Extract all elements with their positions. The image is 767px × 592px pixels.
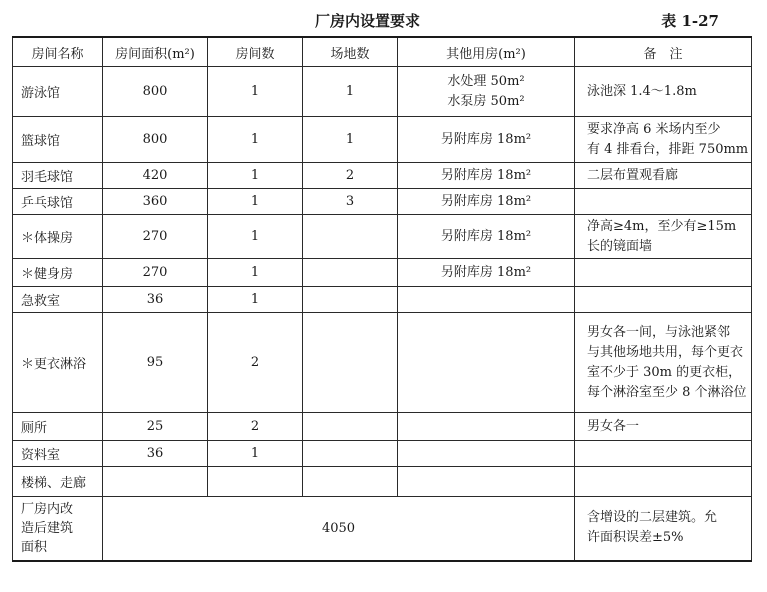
table-row	[13, 163, 752, 189]
table-row	[13, 413, 752, 441]
table-number: 表 1-27	[661, 12, 719, 30]
rows.8.note-line: 男女各一	[587, 418, 640, 434]
cell-count: 1	[208, 259, 303, 287]
rows.0.note-line: 泳池深 1.4～1.8m	[587, 83, 697, 99]
cell-count: 1	[208, 117, 303, 163]
cell-venues	[303, 259, 398, 287]
cell-count: 1	[208, 441, 303, 467]
table-row	[13, 215, 752, 259]
rows.2.other-line: 另附库房 18m²	[440, 167, 532, 183]
rows.1.note-line: 有 4 排看台，排距 750mm	[587, 141, 749, 157]
cell-note	[575, 441, 752, 467]
cell-venues: 1	[303, 117, 398, 163]
cell-count: 1	[208, 189, 303, 215]
cell-note	[575, 215, 752, 259]
cell-area	[103, 467, 208, 497]
rows.7.note-line: 男女各一间，与泳池紧邻	[587, 324, 731, 340]
cell-area: 270	[103, 215, 208, 259]
table-row	[13, 189, 752, 215]
header-other: 其他用房(m²)	[398, 37, 575, 67]
cell-name: 资料室	[13, 441, 103, 467]
cell-count: 2	[208, 413, 303, 441]
cell-area: 420	[103, 163, 208, 189]
cell-venues	[303, 215, 398, 259]
cell-note	[575, 67, 752, 117]
header-count: 房间数	[208, 37, 303, 67]
rows.0.other-line: 水泵房 50m²	[447, 93, 525, 109]
cell-name: ＊体操房	[13, 215, 103, 259]
cell-other	[398, 67, 575, 117]
header-venues: 场地数	[303, 37, 398, 67]
cell-other	[398, 413, 575, 441]
total-name	[13, 497, 103, 561]
cell-count: 2	[208, 313, 303, 413]
rows.1.note-line: 要求净高 6 米场内至少	[587, 121, 721, 137]
total-note	[575, 497, 752, 561]
cell-other	[398, 467, 575, 497]
cell-other	[398, 215, 575, 259]
total.name-line: 面积	[21, 539, 48, 555]
cell-count	[208, 467, 303, 497]
cell-count: 1	[208, 67, 303, 117]
total-row	[13, 497, 752, 561]
cell-name: 篮球馆	[13, 117, 103, 163]
cell-note	[575, 467, 752, 497]
cell-area: 36	[103, 441, 208, 467]
cell-venues: 3	[303, 189, 398, 215]
rows.4.other-line: 另附库房 18m²	[440, 228, 532, 244]
cell-note	[575, 287, 752, 313]
cell-note	[575, 117, 752, 163]
table-row	[13, 117, 752, 163]
cell-venues: 1	[303, 67, 398, 117]
table-row	[13, 67, 752, 117]
rows.5.other-line: 另附库房 18m²	[440, 264, 532, 280]
table-row	[13, 259, 752, 287]
cell-venues	[303, 441, 398, 467]
cell-count: 1	[208, 215, 303, 259]
rows.4.note-line: 净高≥4m，至少有≥15m	[587, 218, 737, 234]
cell-note	[575, 189, 752, 215]
total.note-line: 许面积误差±5%	[587, 530, 684, 546]
total.name-line: 造后建筑	[21, 520, 74, 536]
total.name-line: 厂房内改	[21, 501, 74, 517]
cell-other	[398, 259, 575, 287]
cell-area: 800	[103, 117, 208, 163]
cell-other	[398, 313, 575, 413]
cell-other	[398, 163, 575, 189]
cell-venues	[303, 313, 398, 413]
cell-name: 游泳馆	[13, 67, 103, 117]
table-row	[13, 467, 752, 497]
header-name: 房间名称	[13, 37, 103, 67]
table-body	[13, 67, 752, 561]
cell-area: 270	[103, 259, 208, 287]
cell-name: ＊健身房	[13, 259, 103, 287]
requirements-table	[12, 36, 752, 562]
cell-area: 36	[103, 287, 208, 313]
cell-other	[398, 189, 575, 215]
cell-venues: 2	[303, 163, 398, 189]
cell-note	[575, 413, 752, 441]
total.note-line: 含增设的二层建筑。允	[587, 510, 718, 526]
cell-other	[398, 287, 575, 313]
cell-count: 1	[208, 287, 303, 313]
cell-name: ＊更衣淋浴	[13, 313, 103, 413]
rows.7.note-line: 室不少于 30m 的更衣柜，	[587, 364, 742, 380]
cell-name: 羽毛球馆	[13, 163, 103, 189]
cell-area: 25	[103, 413, 208, 441]
table-row	[13, 313, 752, 413]
rows.2.note-line: 二层布置观看廊	[587, 167, 679, 183]
cell-name: 楼梯、走廊	[13, 467, 103, 497]
cell-venues	[303, 287, 398, 313]
cell-venues	[303, 467, 398, 497]
cell-name: 厕所	[13, 413, 103, 441]
header-row	[13, 37, 752, 67]
header-area: 房间面积(m²)	[103, 37, 208, 67]
table-caption	[0, 8, 767, 32]
rows.3.other-line: 另附库房 18m²	[440, 193, 532, 209]
cell-area: 800	[103, 67, 208, 117]
cell-venues	[303, 413, 398, 441]
table-row	[13, 287, 752, 313]
cell-count: 1	[208, 163, 303, 189]
rows.0.other-line: 水处理 50m²	[447, 73, 525, 89]
cell-area: 360	[103, 189, 208, 215]
cell-note	[575, 163, 752, 189]
cell-note	[575, 313, 752, 413]
cell-other	[398, 117, 575, 163]
cell-note	[575, 259, 752, 287]
total-value: 4050	[103, 497, 575, 561]
rows.7.note-line: 与其他场地共用，每个更衣	[587, 344, 744, 360]
cell-name: 急救室	[13, 287, 103, 313]
cell-name: 乒乓球馆	[13, 189, 103, 215]
rows.1.other-line: 另附库房 18m²	[440, 131, 532, 147]
table-row	[13, 441, 752, 467]
rows.4.note-line: 长的镜面墙	[587, 238, 653, 254]
rows.7.note-line: 每个淋浴室至少 8 个淋浴位	[587, 384, 747, 400]
table-title: 厂房内设置要求	[315, 12, 421, 30]
cell-other	[398, 441, 575, 467]
header-note: 备 注	[575, 37, 752, 67]
cell-area: 95	[103, 313, 208, 413]
